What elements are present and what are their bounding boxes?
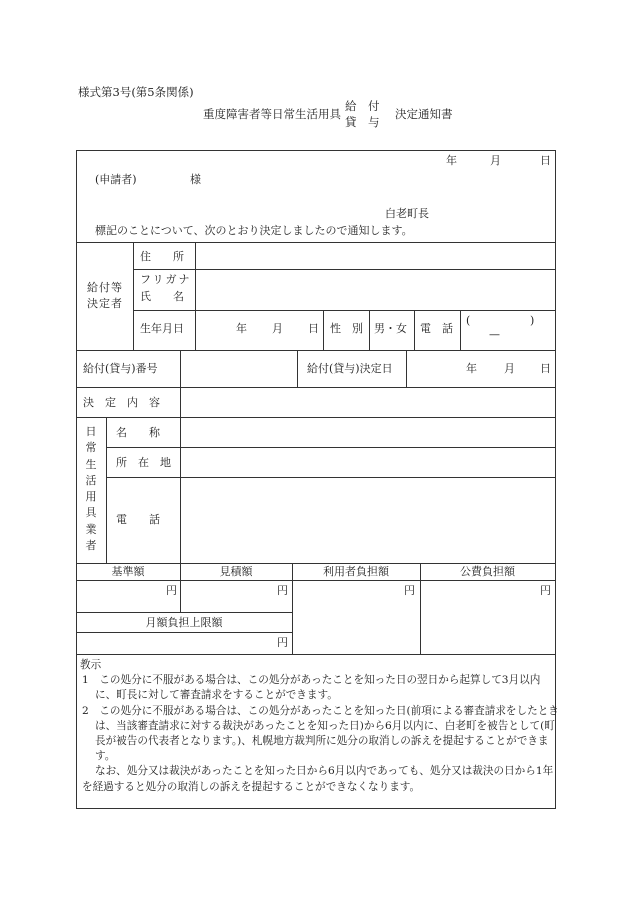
address-label: 住 所 xyxy=(140,250,184,263)
grant-year-label: 年 xyxy=(466,362,477,375)
applicant-label: (申請者) xyxy=(95,173,137,186)
birthdate-label: 生年月日 xyxy=(140,322,184,335)
phone-label: 電 話 xyxy=(420,322,453,335)
user-burden-label: 利用者負担額 xyxy=(323,565,389,578)
estimate-amount-unit: 円 xyxy=(277,584,288,597)
sex-options: 男・女 xyxy=(374,322,407,335)
title-prefix: 重度障害者等日常生活用具 xyxy=(203,107,341,121)
name-label: 氏 名 xyxy=(140,290,184,303)
phone-open-paren: ( xyxy=(466,314,471,327)
title-suffix: 決定通知書 xyxy=(395,107,453,121)
date-year-label: 年 xyxy=(446,154,457,167)
base-amount-unit: 円 xyxy=(166,584,177,597)
title-option-grant: 給 付 xyxy=(345,99,380,113)
title-option-loan: 貸 与 xyxy=(345,115,380,129)
notice-section xyxy=(82,658,560,795)
public-burden-unit: 円 xyxy=(540,584,551,597)
base-amount-label: 基準額 xyxy=(111,565,145,578)
grant-date-label: 給付(貸与)決定日 xyxy=(307,362,393,375)
decided-person-label: 給付等 決定者 xyxy=(87,281,123,310)
vendor-location-label: 所 在 地 xyxy=(116,456,171,469)
estimate-amount-label: 見積額 xyxy=(219,565,253,578)
grant-number-label: 給付(貸与)番号 xyxy=(83,362,158,375)
phone-dash: — xyxy=(489,328,500,341)
intro-text: 標記のことについて、次のとおり決定しましたので通知します。 xyxy=(95,224,413,237)
user-burden-unit: 円 xyxy=(404,584,415,597)
furigana-label: フリガナ xyxy=(140,273,192,286)
public-burden-label: 公費負担額 xyxy=(460,565,515,578)
monthly-cap-unit: 円 xyxy=(277,636,288,649)
form-number: 様式第3号(第5条関係) xyxy=(78,85,194,99)
notice-item-2: 2 この処分に不服がある場合は、この処分があったことを知った日(前項による審査請求をしたときは、当該審査請求に対する裁決があったことを知った日)から6月以内に、白老町を被告として(町長が被告の代表者となります。)、札幌地方裁判所に処分の取消しの訴えを提起することができます。 xyxy=(82,704,559,763)
date-day-label: 日 xyxy=(540,154,551,167)
vendor-phone-label: 電 話 xyxy=(116,513,160,526)
applicant-honorific: 様 xyxy=(190,173,201,186)
phone-close-paren: ) xyxy=(530,314,535,327)
vendor-name-label: 名 称 xyxy=(116,426,160,439)
grant-day-label: 日 xyxy=(540,362,551,375)
decision-content-label: 決 定 内 容 xyxy=(83,396,160,409)
birth-year-label: 年 xyxy=(236,322,247,335)
birth-month-label: 月 xyxy=(272,322,283,335)
notice-item-1: 1 この処分に不服がある場合は、この処分があったことを知った日の翌日から起算して3月以内に、町長に対して審査請求をすることができます。 xyxy=(82,674,541,702)
date-month-label: 月 xyxy=(490,154,501,167)
sex-label: 性 別 xyxy=(330,322,363,335)
birth-day-label: 日 xyxy=(308,322,319,335)
monthly-cap-label: 月額負担上限額 xyxy=(145,616,223,629)
notice-para: なお、処分又は裁決があったことを知った日から6月以内であっても、処分又は裁決の日から1年を経過すると処分の取消しの訴えを提起することができなくなります。 xyxy=(82,765,554,793)
notice-heading: 教示 xyxy=(80,659,102,671)
issuer: 白老町長 xyxy=(385,207,429,220)
grant-month-label: 月 xyxy=(504,362,515,375)
vendor-section-label: 日 常 生 活 用 具 業 者 xyxy=(85,425,97,553)
